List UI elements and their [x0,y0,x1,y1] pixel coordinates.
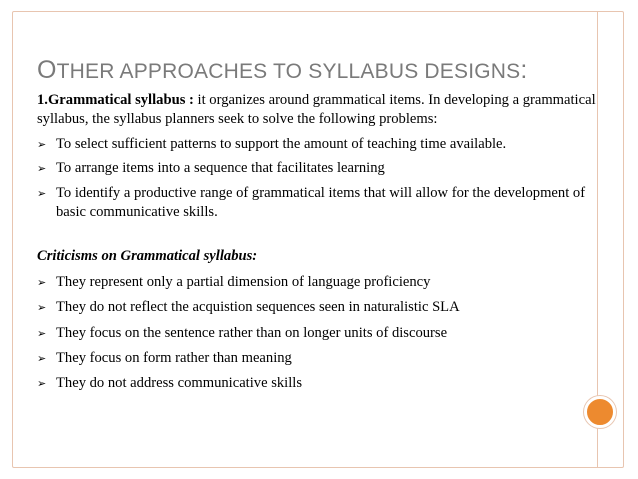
list-item [37,374,597,393]
list-item-text: To arrange items into a sequence that facilitates learning [56,160,385,177]
decorative-circle [584,396,616,428]
arrow-bullet-icon: ➢ [37,162,47,176]
title-rest: THER APPROACHES TO SYLLABUS DESIGNS [56,60,521,83]
list-item [37,159,597,178]
list-item-text: They represent only a partial dimension of language proficiency [56,273,431,290]
arrow-bullet-icon: ➢ [37,301,47,315]
list-item-text: They do not reflect the acquistion sequences seen in naturalistic SLA [56,299,460,316]
list-item-text: They focus on the sentence rather than on longer units of discourse [56,324,448,341]
title-colon: : [520,56,528,84]
arrow-bullet-icon: ➢ [37,186,47,200]
arrow-bullet-icon: ➢ [37,326,47,340]
list-item [37,349,597,368]
slide-body [37,91,597,394]
list-item-text: To identify a productive range of grammatical items that will allow for the development of basic communicative skills. [56,184,586,221]
list-item [37,273,597,292]
list-item-text: They do not address communicative skills [56,375,303,392]
title-first-letter: O [37,56,57,84]
criticisms-heading: Criticisms on Grammatical syllabus: [37,248,258,265]
intro-heading: 1.Grammatical syllabus : [37,92,194,108]
list-item-text: They focus on form rather than meaning [56,350,292,367]
slide-title [37,56,528,85]
list-item [37,135,597,154]
arrow-bullet-icon: ➢ [37,377,47,391]
intro-text: it organizes around grammatical items. In developing a grammatical syllabus, the syllabus planners seek to solve the following problems: [37,92,596,128]
list-item [37,298,597,317]
arrow-bullet-icon: ➢ [37,137,47,151]
problems-list [37,135,597,223]
arrow-bullet-icon: ➢ [37,275,47,289]
list-item [37,324,597,343]
intro-paragraph [37,91,597,130]
list-item [37,184,597,223]
arrow-bullet-icon: ➢ [37,352,47,366]
criticisms-list [37,273,597,394]
list-item-text: To select sufficient patterns to support the amount of teaching time available. [56,135,507,152]
